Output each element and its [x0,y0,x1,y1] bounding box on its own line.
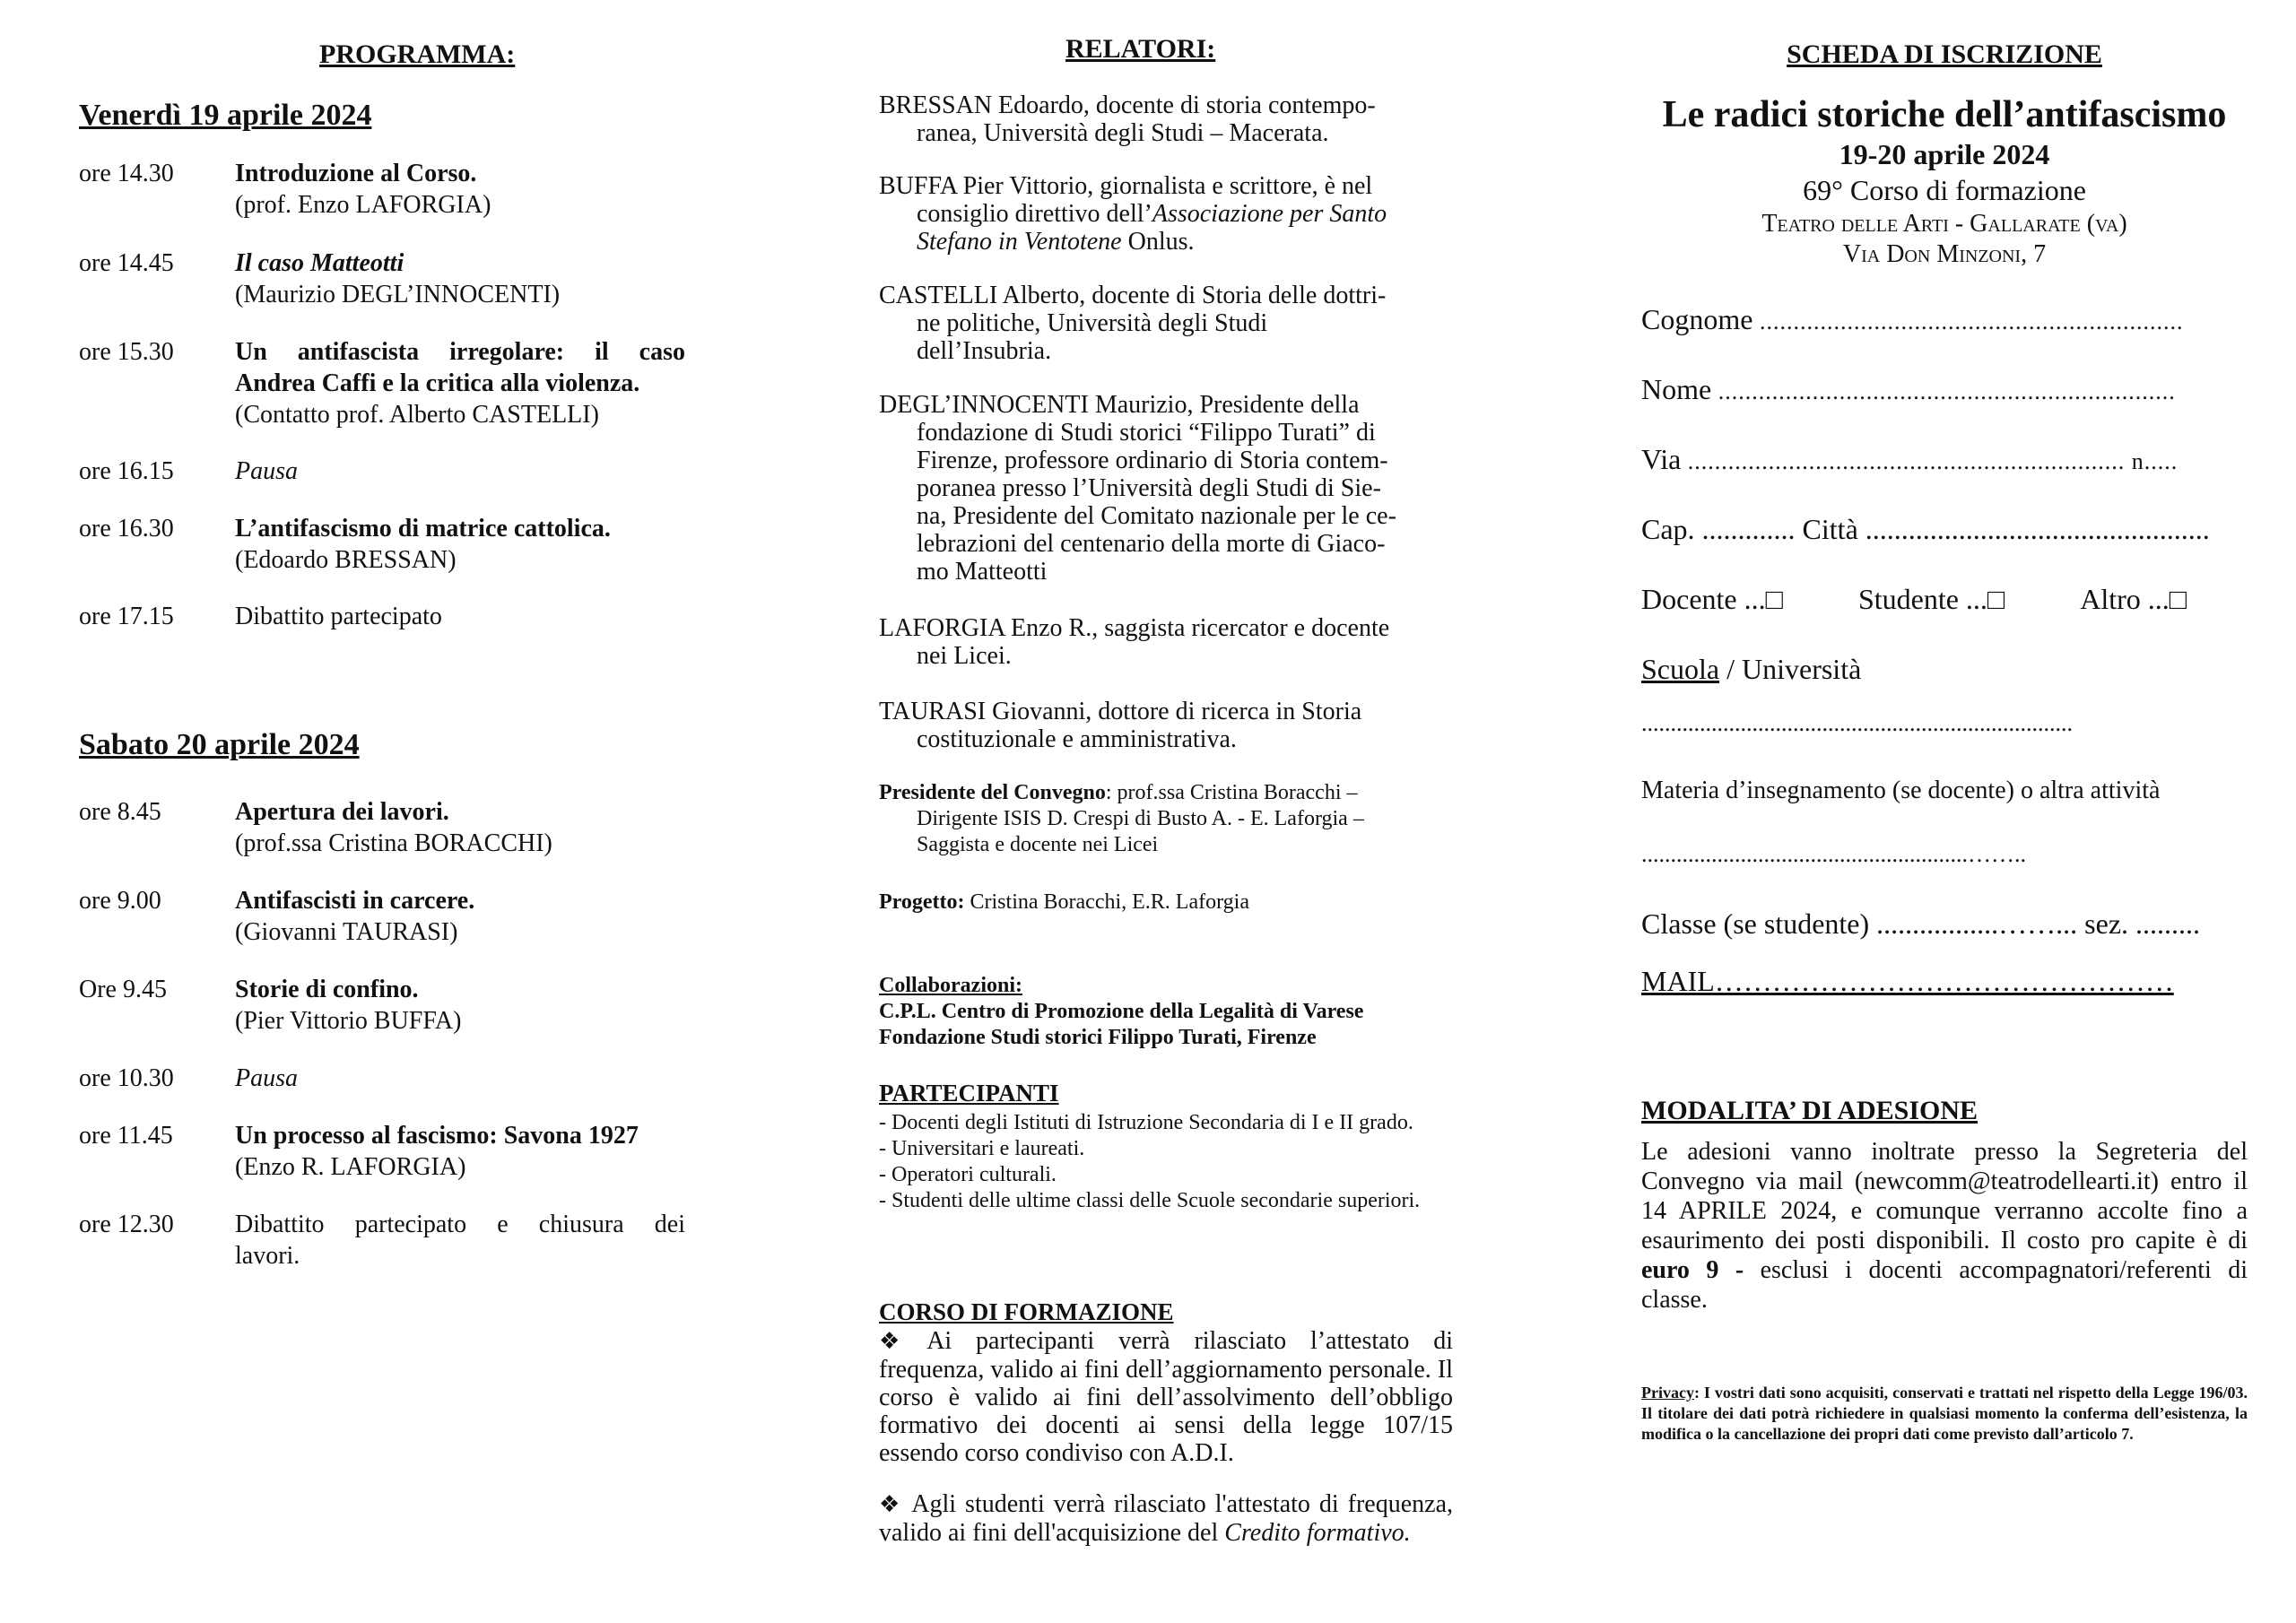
bio-line: DEGL’INNOCENTI Maurizio, Presidente della [879,391,1360,419]
schedule-time: ore 17.15 [79,603,174,630]
speaker-bio [879,91,1453,147]
materia-label: Materia d’insegnamento (se docente) o altra attività [1641,777,2161,804]
association-name: Stefano in Ventotene [917,228,1122,256]
presidente-line: : prof.ssa Cristina Boracchi – [1105,781,1358,804]
presidente-line: Saggista e docente nei Licei [917,833,1159,856]
schedule-time: ore 12.30 [79,1211,174,1238]
cap-citta-field[interactable]: Cap. ............. Città ................................................ [1641,513,2210,545]
collaborazioni-block [879,973,1453,1051]
collaborator: C.P.L. Centro di Promozione della Legalità di Varese [879,1000,1364,1023]
bio-line: LAFORGIA Enzo R., saggista ricercator e docente [879,614,1390,642]
via-dots: ................................................................. n..... [1681,448,2179,474]
corso-text: Agli studenti verrà rilasciato l'attestato di frequenza, valido ai fini dell'acquisizione del [879,1490,1454,1547]
partecipanti-block [879,1081,1453,1214]
schedule-title: Apertura dei lavori. [235,798,449,826]
course-title: Le radici storiche dell’antifascismo [1662,94,2227,135]
diamond-bullet-icon: ❖ [879,1328,918,1355]
privacy-notice [1641,1383,2248,1445]
presidente-label: Presidente del Convegno [879,781,1106,804]
bio-line: CASTELLI Alberto, docente di Storia delle dottri- [879,282,1387,309]
schedule-time: ore 11.45 [79,1122,173,1150]
list-item: - Studenti delle ultime classi delle Scuole secondarie superiori. [879,1189,1421,1212]
day1-heading: Venerdì 19 aprile 2024 [79,99,372,132]
schedule-title: Antifascisti in carcere. [235,887,475,915]
via-label: Via [1641,443,1682,475]
nome-field[interactable] [1641,373,2248,406]
modalita-heading: MODALITA’ DI ADESIONE [1641,1096,1979,1125]
schedule-speaker: (Giovanni TAURASI) [235,918,458,946]
schedule-item [79,1063,685,1094]
corso-text: Ai partecipanti verrà rilasciato l’attestato di frequenza, valido ai fini dell’aggiornamento personale. Il corso è valido ai fini dell’assolvimento dell’obbligo formativo dei docenti ai sensi della legge 107/15 essendo corso condiviso con A.D.I. [879,1327,1453,1467]
bio-line: BRESSAN Edoardo, docente di storia contempo- [879,91,1376,119]
schedule-title-line-1: Dibattito partecipato e chiusura dei [235,1211,685,1238]
relatori-heading: RELATORI: [1065,34,1216,64]
bio-line: costituzionale e amministrativa. [917,725,1237,753]
programma-heading: PROGRAMMA: [319,39,516,69]
schedule-title: L’antifascismo di matrice cattolica. [235,515,611,542]
collaborazioni-heading: Collaborazioni: [879,974,1022,997]
via-field[interactable] [1641,443,2248,476]
schedule-speaker: (prof.ssa Cristina BORACCHI) [235,829,552,857]
corso-item [879,1490,1453,1547]
speaker-bio [879,391,1453,586]
schedule-item [79,1209,685,1271]
course-venue: Teatro delle Arti - Gallarate (va) [1761,210,2127,238]
schedule-speaker: (Enzo R. LAFORGIA) [235,1153,466,1181]
cognome-field[interactable] [1641,303,2248,336]
nome-label: Nome [1641,373,1712,405]
bio-line: fondazione di Studi storici “Filippo Turati” di [917,419,1376,447]
scheda-heading: SCHEDA DI ISCRIZIONE [1787,39,2102,69]
schedule-title: Pausa [235,457,298,485]
bio-line: ne politiche, Università degli Studi [917,309,1268,337]
speaker-bio [879,282,1453,365]
list-item: - Universitari e laureati. [879,1137,1085,1160]
schedule-item [79,1120,685,1183]
schedule-title: Il caso Matteotti [235,249,404,277]
bio-line: consiglio direttivo dell’ [917,200,1152,228]
schedule-time: Ore 9.45 [79,976,167,1003]
schedule-item [79,513,685,576]
collaborator: Fondazione Studi storici Filippo Turati, Firenze [879,1026,1317,1049]
progetto-line [879,890,1453,916]
schedule-item [79,247,685,310]
speaker-bio [879,172,1453,256]
list-item: - Docenti degli Istituti di Istruzione Secondaria di I e II grado. [879,1111,1413,1134]
universita-label: / Università [1719,653,1862,685]
speaker-bio [879,614,1453,670]
classe-field[interactable]: Classe (se studente) .................……... sez. ......... [1641,907,2201,940]
schedule-speaker: (Pier Vittorio BUFFA) [235,1007,462,1035]
association-name: Associazione per Santo [1152,200,1387,228]
speaker-bio [879,698,1453,753]
progetto-text: Cristina Boracchi, E.R. Laforgia [964,890,1249,914]
schedule-time: ore 14.30 [79,160,174,187]
corso-heading [879,1298,1453,1326]
bio-line: poranea presso l’Università degli Studi di Sie- [917,474,1381,502]
scheda-heading-wrap [1641,39,2248,70]
materia-field[interactable]: ........................................................…….. [1641,841,2026,867]
schedule-title: Dibattito partecipato [235,603,442,630]
corso-item [879,1327,1453,1467]
cognome-dots: ............................................................... [1752,308,2184,334]
schedule-title: Pausa [235,1064,298,1092]
partecipanti-heading: PARTECIPANTI [879,1080,1059,1107]
role-checkboxes [1641,583,2248,616]
schedule-time: ore 16.15 [79,457,174,485]
cognome-label: Cognome [1641,303,1753,335]
schedule-title: Introduzione al Corso. [235,160,477,187]
schedule-item [79,158,685,221]
scuola-field[interactable]: .......................................................................... [1641,710,2073,736]
course-edition: 69° Corso di formazione [1803,174,2086,206]
schedule-speaker: (Contatto prof. Alberto CASTELLI) [235,401,599,429]
schedule-time: ore 14.45 [79,249,174,277]
studente-checkbox[interactable]: Studente ...□ [1857,583,2005,615]
schedule-time: ore 16.30 [79,515,174,542]
schedule-title-line-1: Un antifascista irregolare: il caso [235,338,685,366]
schedule-title: Un processo al fascismo: Savona 1927 [235,1122,639,1150]
schedule-item [79,885,685,948]
bio-line: nei Licei. [917,642,1012,670]
diamond-bullet-icon: ❖ [879,1491,903,1518]
mail-field[interactable]: MAIL………………………………………… [1641,965,2174,997]
schedule-title-line-2: lavori. [235,1242,300,1270]
nome-dots: .................................................................... [1711,378,2176,404]
presidente-block [879,780,1453,858]
docente-checkbox[interactable]: Docente ...□ [1641,583,1783,615]
presidente-line: Dirigente ISIS D. Crespi di Busto A. - E. Laforgia – [917,807,1364,830]
list-item: - Operatori culturali. [879,1163,1057,1186]
schedule-time: ore 9.00 [79,887,161,915]
scuola-label: Scuola [1641,653,1720,685]
bio-line: TAURASI Giovanni, dottore di ricerca in Storia [879,698,1362,725]
schedule-item [79,336,685,430]
modalita-text [1641,1137,2248,1315]
bio-line: lebrazioni del centenario della morte di Giaco- [917,530,1386,558]
schedule-item [79,601,685,632]
schedule-time: ore 8.45 [79,798,161,826]
course-dates: 19-20 aprile 2024 [1839,138,2050,170]
schedule-speaker: (Maurizio DEGL’INNOCENTI) [235,281,561,308]
schedule-time: ore 15.30 [79,338,174,366]
price: euro 9 - [1641,1256,1744,1284]
scuola-label-line [1641,653,2248,686]
schedule-item [79,974,685,1037]
schedule-speaker: (Edoardo BRESSAN) [235,546,457,574]
privacy-label: Privacy [1641,1384,1694,1402]
progetto-label: Progetto: [879,890,965,914]
schedule-title-line-2: Andrea Caffi e la critica alla violenza. [235,369,640,397]
bio-line: Firenze, professore ordinario di Storia contem- [917,447,1388,474]
credito-formativo: Credito formativo. [1224,1519,1411,1547]
day2-heading: Sabato 20 aprile 2024 [79,728,360,761]
bio-line: ranea, Università degli Studi – Macerata. [917,119,1329,147]
corso-heading-text: CORSO DI FORMAZIONE [879,1298,1174,1325]
altro-checkbox[interactable]: Altro ...□ [2080,583,2187,615]
bio-line: BUFFA Pier Vittorio, giornalista e scrittore, è nel [879,172,1373,200]
privacy-text: : I vostri dati sono acquisiti, conservati e trattati nel rispetto della Legge 196/03. Il titolare dei dati potrà richiedere in qualsiasi momento la conferma dell’esistenza, la modifica o la cancellazione dei propri dati come previsto dall’articolo 7. [1641,1384,2248,1443]
modalita-part: Le adesioni vanno inoltrate presso la Segreteria del Convegno via mail (newcomm@teatrodellearti.it) entro il 14 APRILE 2024, e comunque verranno accolte fino a esaurimento dei posti disponibili. Il costo pro capite è di [1641,1138,2248,1254]
course-address: Via Don Minzoni, 7 [1842,240,2047,268]
schedule-title: Storie di confino. [235,976,419,1003]
bio-line: mo Matteotti [917,558,1048,586]
bio-line: Onlus. [1121,228,1195,256]
schedule-item [79,796,685,859]
schedule-time: ore 10.30 [79,1064,174,1092]
modalita-part: esclusi i docenti accompagnatori/referenti di classe. [1641,1256,2248,1314]
schedule-item [79,456,685,487]
bio-line: na, Presidente del Comitato nazionale per le ce- [917,502,1396,530]
bio-line: dell’Insubria. [917,337,1052,365]
schedule-speaker: (prof. Enzo LAFORGIA) [235,191,491,219]
